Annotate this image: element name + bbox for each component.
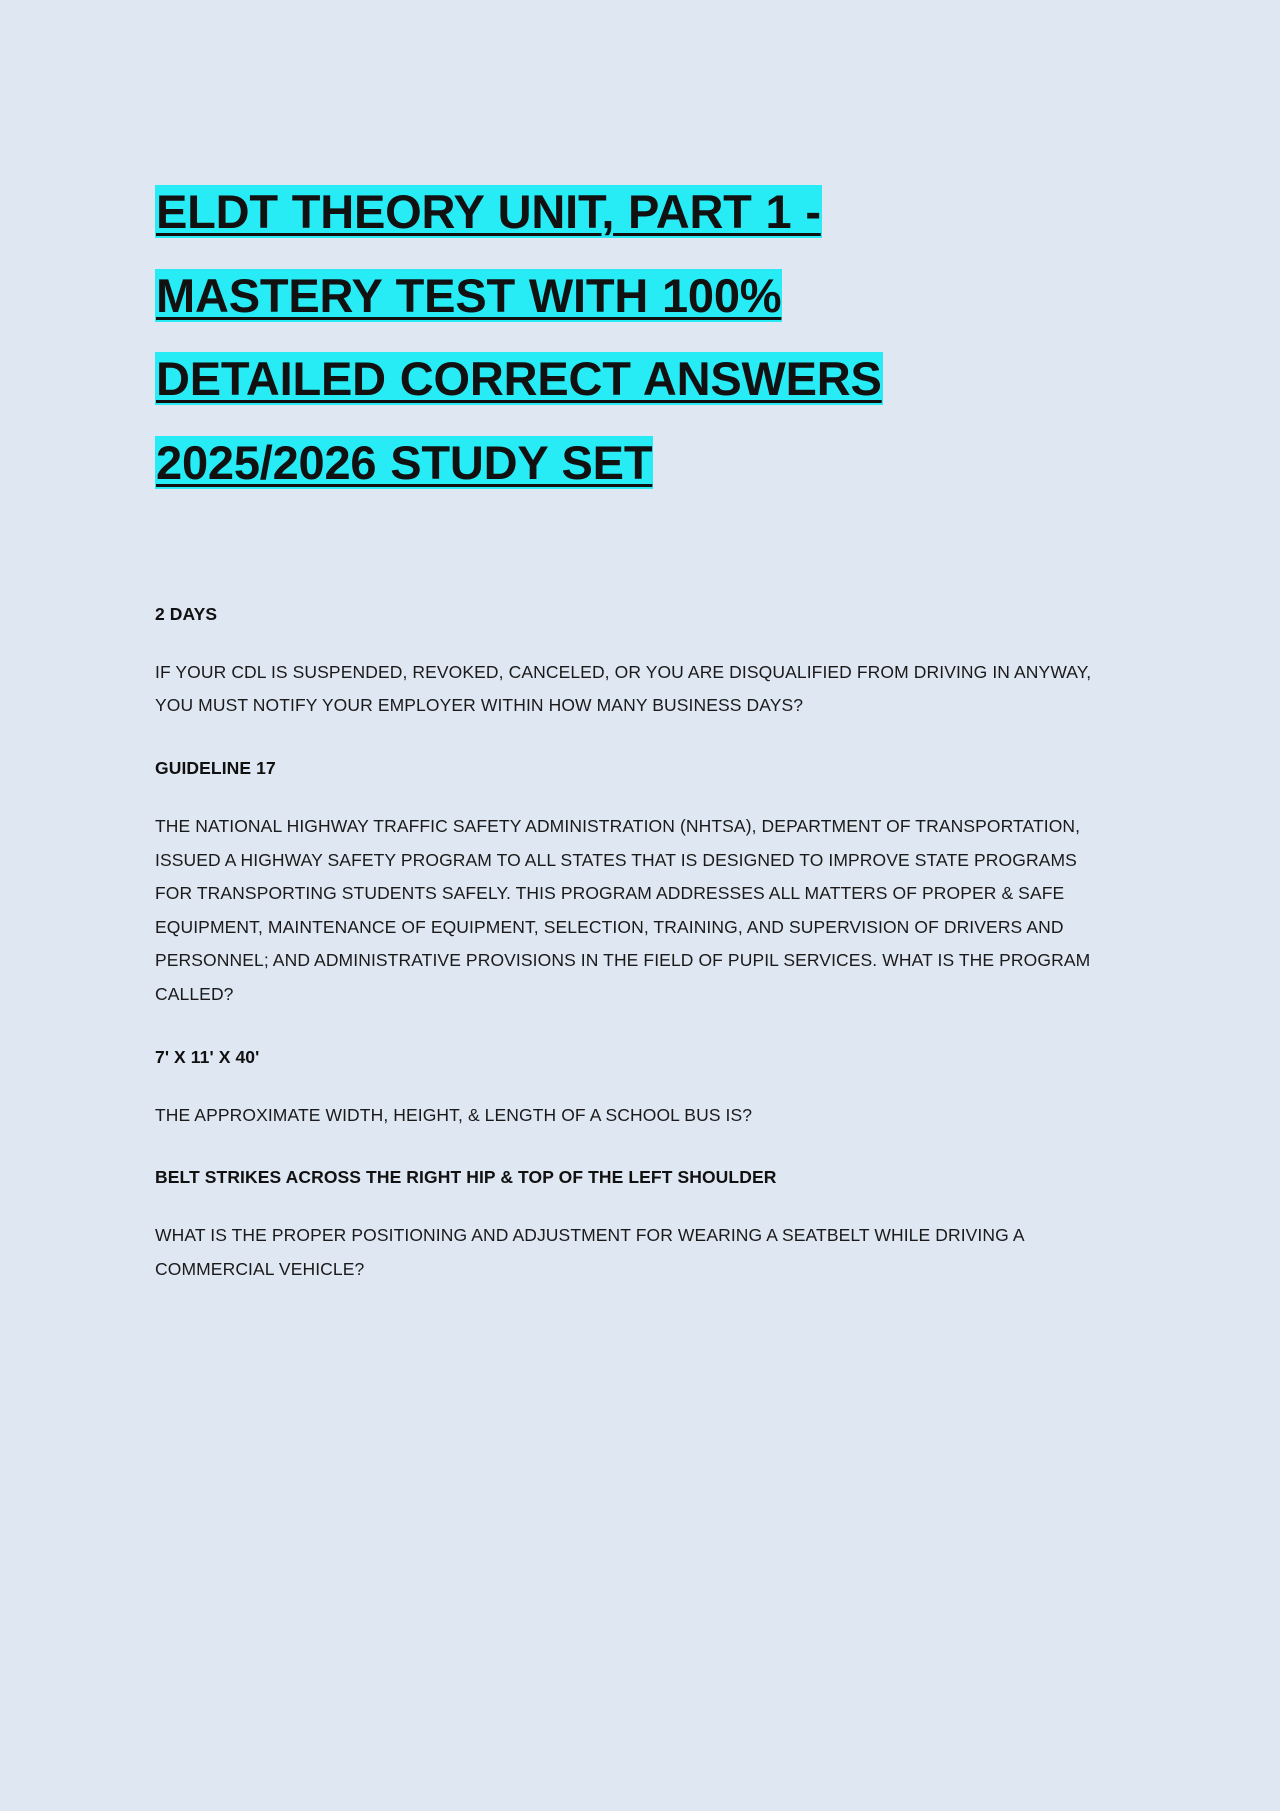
document-content [155, 170, 1115, 1319]
page-title [155, 170, 1115, 505]
answer-text: 2 DAYS [155, 603, 218, 624]
answer-text: 7' X 11' X 40' [155, 1046, 260, 1067]
question-text: WHAT IS THE PROPER POSITIONING AND ADJUSTMENT FOR WEARING A SEATBELT WHILE DRIVING A COMMERCIAL VEHICLE? [155, 1225, 1024, 1280]
question-text: IF YOUR CDL IS SUSPENDED, REVOKED, CANCELED, OR YOU ARE DISQUALIFIED FROM DRIVING IN ANYWAY, YOU MUST NOTIFY YOUR EMPLOYER WITHIN HOW MANY BUSINESS DAYS? [155, 661, 1092, 716]
qa-entry [155, 601, 1115, 723]
question-text: THE NATIONAL HIGHWAY TRAFFIC SAFETY ADMINISTRATION (NHTSA), DEPARTMENT OF TRANSPORTATION, ISSUED A HIGHWAY SAFETY PROGRAM TO ALL STATES THAT IS DESIGNED TO IMPROVE STATE PROGRAMS FOR TRANSPORTING STUDENTS SAFELY. THIS PROGRAM ADDRESSES ALL MATTERS OF PROPER & SAFE EQUIPMENT, MAINTENANCE OF EQUIPMENT, SELECTION, TRAINING, AND SUPERVISION OF DRIVERS AND PERSONNEL; AND ADMINISTRATIVE PROVISIONS IN THE FIELD OF PUPIL SERVICES. WHAT IS THE PROGRAM CALLED? [155, 816, 1091, 1005]
question-text: THE APPROXIMATE WIDTH, HEIGHT, & LENGTH OF A SCHOOL BUS IS? [155, 1104, 753, 1125]
qa-list [155, 601, 1115, 1287]
page-title-line-3: DETAILED CORRECT ANSWERS [156, 352, 882, 406]
answer-text: BELT STRIKES ACROSS THE RIGHT HIP & TOP OF THE LEFT SHOULDER [155, 1167, 777, 1188]
qa-entry [155, 1164, 1115, 1286]
answer-text: GUIDELINE 17 [155, 757, 276, 778]
page-title-line-1: ELDT THEORY UNIT, PART 1 - [156, 185, 821, 238]
page-title-line-4: 2025/2026 STUDY SET [156, 435, 653, 489]
qa-entry [155, 1044, 1115, 1133]
qa-entry [155, 755, 1115, 1012]
page-title-line-2: MASTERY TEST WITH 100% [156, 268, 782, 322]
